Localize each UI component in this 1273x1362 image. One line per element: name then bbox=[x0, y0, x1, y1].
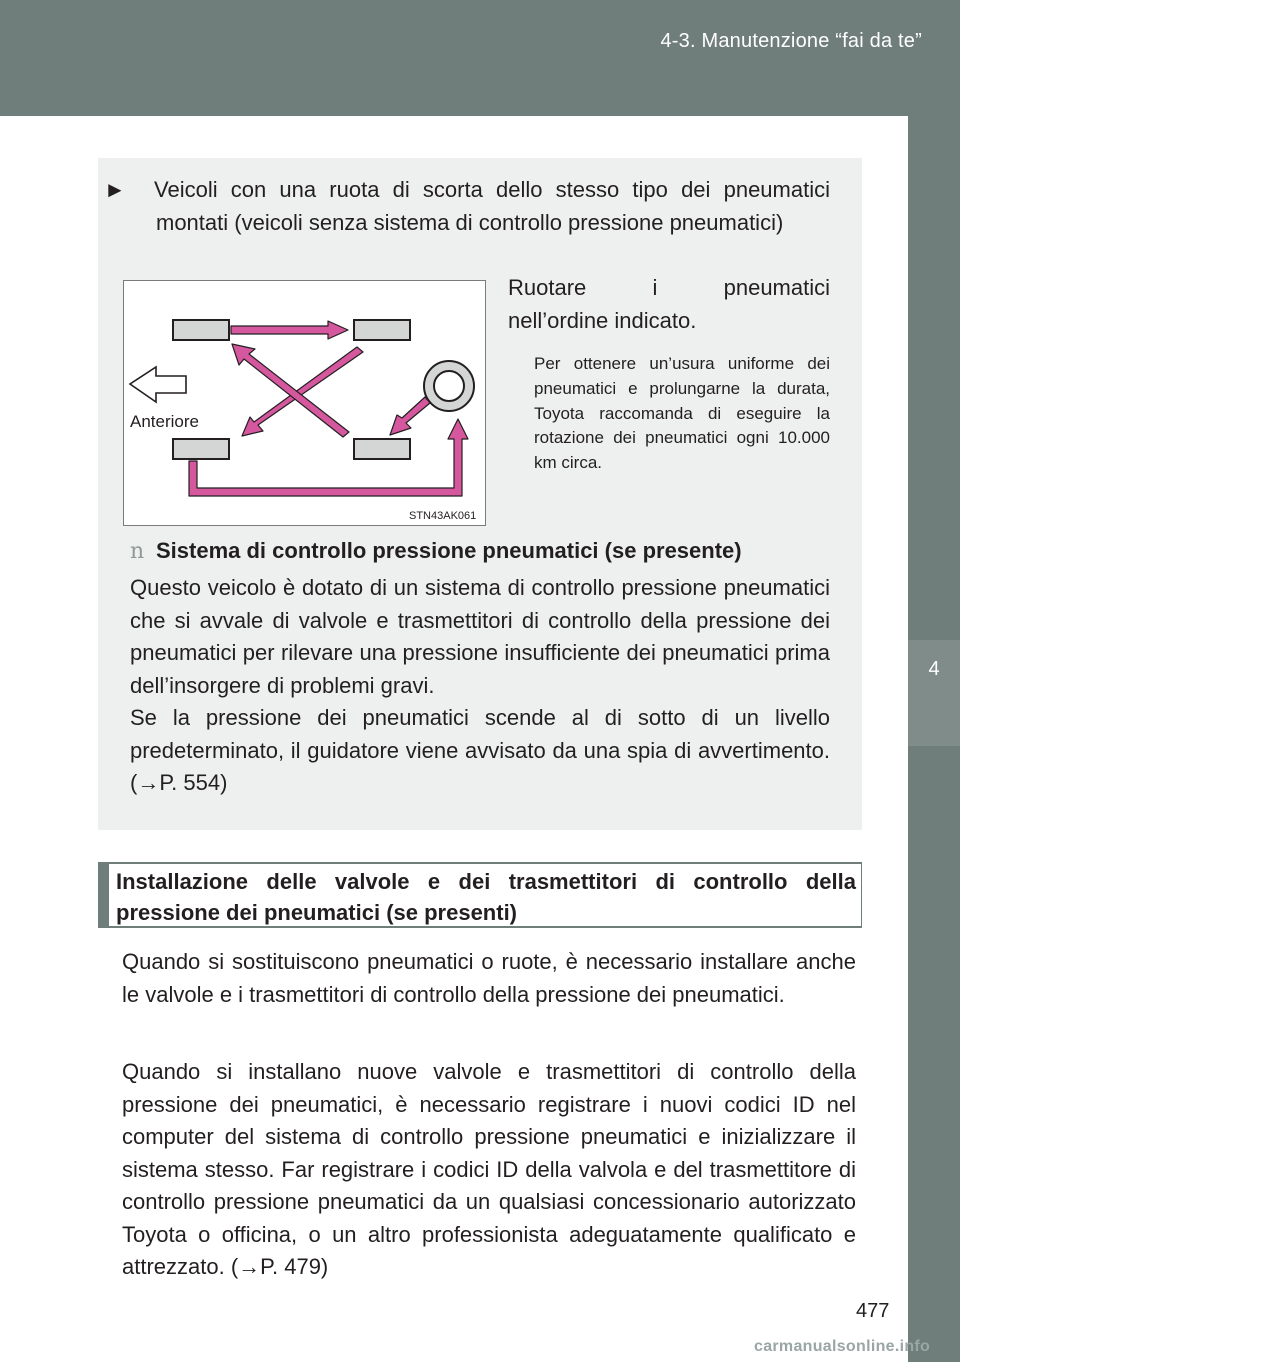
section-stripe bbox=[98, 864, 109, 926]
arrow-front-left-to-front-right bbox=[231, 321, 348, 339]
page-header bbox=[0, 0, 960, 116]
tire-front-right bbox=[354, 320, 410, 340]
arrow-rear-left-to-spare bbox=[189, 419, 468, 496]
tire-rotation-svg bbox=[124, 281, 485, 525]
arrow-front-right-to-rear-left bbox=[242, 347, 363, 436]
front-label: Anteriore bbox=[130, 412, 199, 431]
tire-front-left bbox=[173, 320, 229, 340]
install-paragraph-2: Quando si installano nuove valvole e trasmettitori di controllo della pressione dei pneumatici, è necessario registrare i nuovi codici ID nel computer del sistema di controllo pressione pneumatici e inizializzare il sistema stesso. Far registrare i codici ID della valvola e del trasmettitore di controllo pressione pneumatici da un qualsiasi concessionario autorizzato Toyota o officina, o un altro professionista adeguatamente qualificato e attrezzato. (→P. 479) bbox=[122, 1059, 856, 1279]
vehicles-heading: ► Veicoli con una ruota di scorta dello stesso tipo dei pneumatici montati (veicoli senza sistema di controllo pressione pneumatici) bbox=[130, 174, 830, 239]
diagram-code: STN43AK061 bbox=[409, 510, 477, 522]
install-paragraph-1: Quando si sostituiscono pneumatici o ruote, è necessario installare anche le valvole e i trasmettitori di controllo della pressione dei pneumatici. bbox=[122, 949, 856, 1007]
rotate-note: Per ottenere un’usura uniforme dei pneumatici e prolungarne la durata, Toyota raccomanda di eseguire la rotazione dei pneumatici ogni 10.000 km circa. bbox=[534, 354, 830, 473]
bullet-icon: n bbox=[130, 539, 145, 564]
tpms-paragraph-1: Questo veicolo è dotato di un sistema di controllo pressione pneumatici che si avvale di valvole e trasmettitori di controllo della pressione dei pneumatici per rilevare una pressione insufficiente dei pneumatici prima dell’insorgere di problemi gravi. bbox=[130, 575, 830, 698]
section-title: Installazione delle valvole e dei trasmettitori di controllo della pressione dei pneumatici (se presenti) bbox=[116, 869, 856, 925]
tpms-heading: n Sistema di controllo pressione pneumatici (se presente) bbox=[130, 538, 742, 564]
arrow-spare-to-rear-right bbox=[390, 397, 430, 435]
rotate-instruction: Ruotare i pneumatici nell’ordine indicato. bbox=[508, 275, 830, 333]
side-tab-number: 4 bbox=[908, 640, 960, 746]
tire-rear-right bbox=[354, 439, 410, 459]
page-number: 477 bbox=[856, 1300, 890, 1322]
chapter-title: 4-3. Manutenzione “fai da te” bbox=[660, 30, 922, 52]
section-heading-bar bbox=[98, 862, 862, 928]
tire-rotation-diagram bbox=[123, 280, 486, 526]
pointer-arrow-icon: ► bbox=[104, 177, 126, 202]
front-direction-arrow-icon bbox=[130, 367, 186, 402]
tpms-paragraph-2: Se la pressione dei pneumatici scende al di sotto di un livello predeterminato, il guidatore viene avvisato da una spia di avvertimento. (→P. 554) bbox=[130, 705, 830, 795]
side-tab-label: Manutenzione e cura del veicolo bbox=[1254, 748, 1273, 992]
watermark: carmanualsonline.info bbox=[754, 1338, 931, 1355]
tire-rear-left bbox=[173, 439, 229, 459]
